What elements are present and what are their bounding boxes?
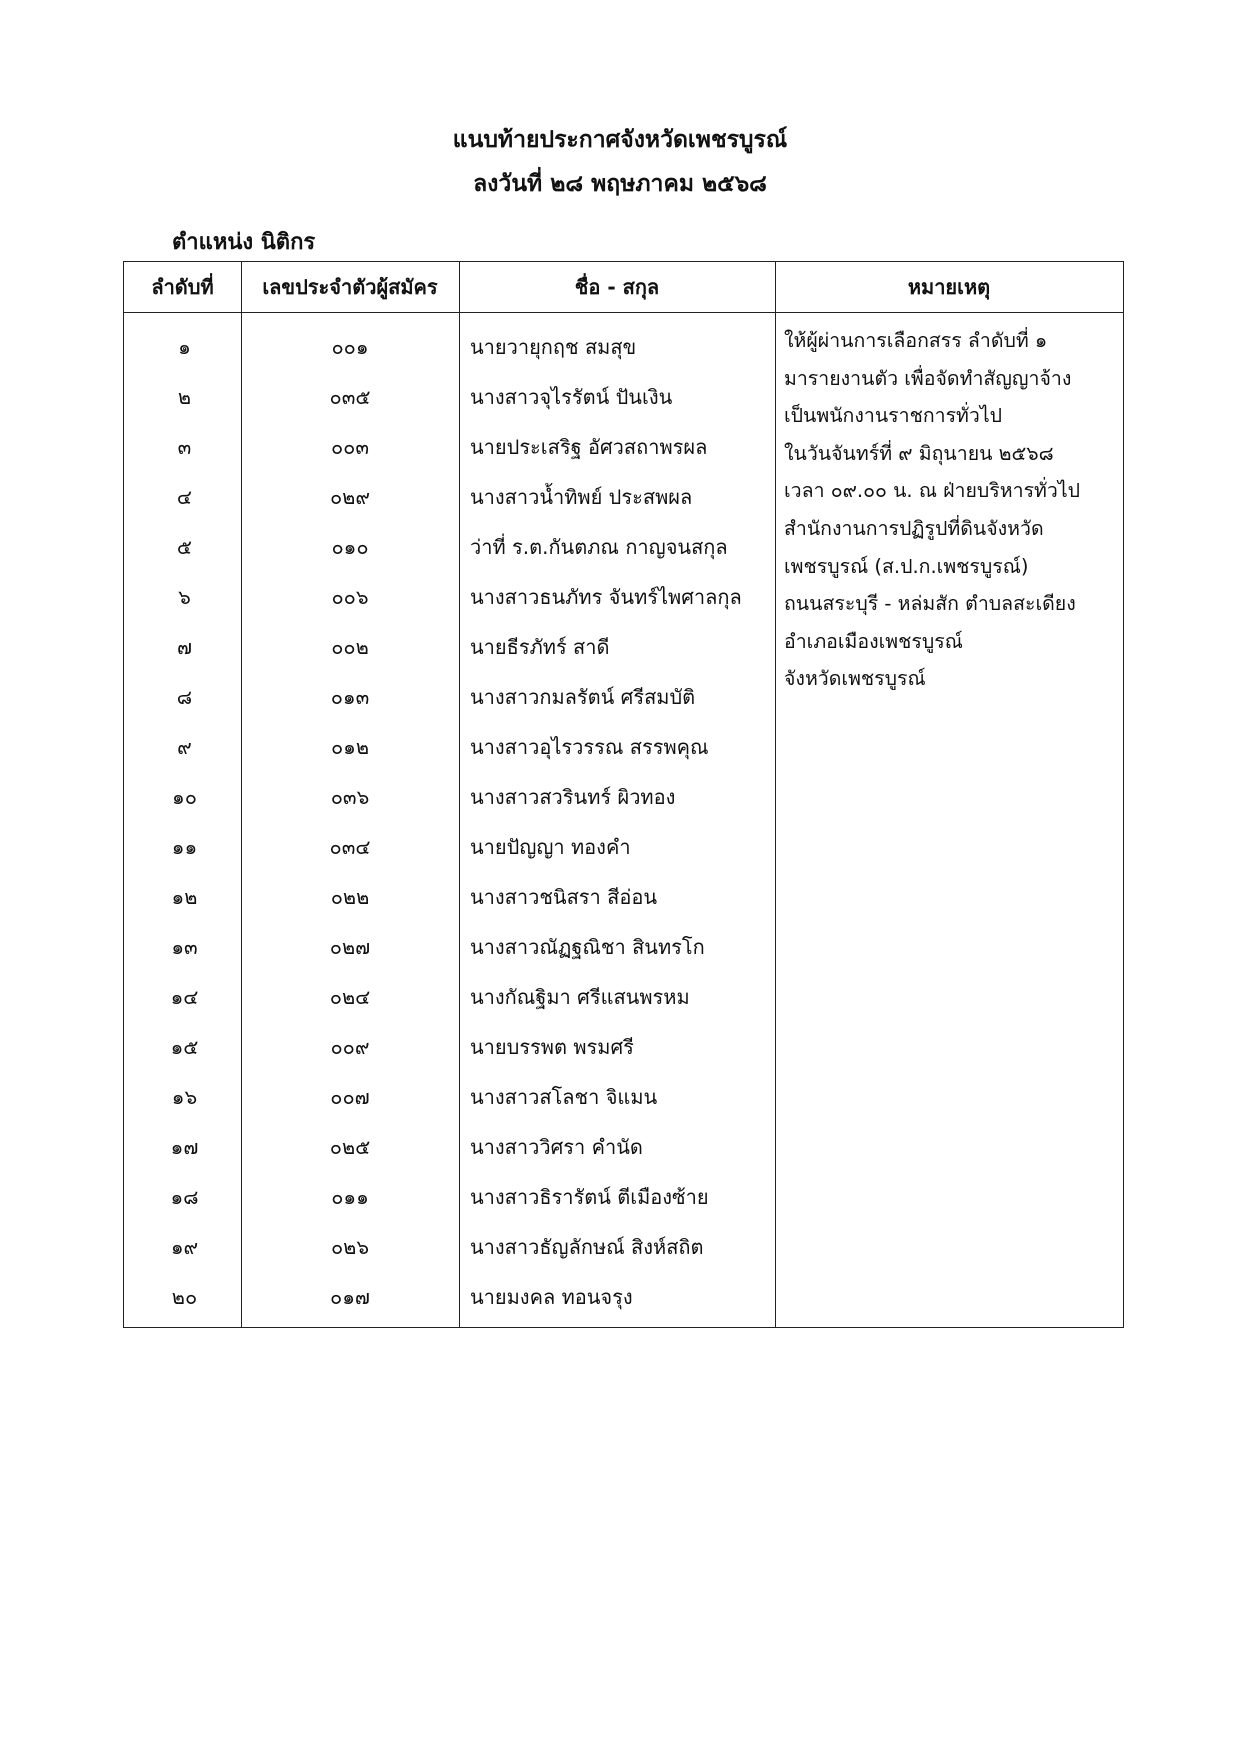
remark-line: สำนักงานการปฏิรูปที่ดินจังหวัด	[784, 516, 1044, 540]
row-name: นางสาวธนภัทร จันทร์ไพศาลกุล	[470, 585, 742, 609]
row-applicant-id: ๐๐๓	[330, 435, 370, 459]
table-row	[124, 1172, 1123, 1222]
header-remark: หมายเหตุ	[907, 275, 991, 299]
table-row	[124, 1222, 1123, 1272]
row-name: นางสาวธิรารัตน์ ตีเมืองซ้าย	[470, 1185, 709, 1209]
table-row	[124, 1122, 1123, 1172]
page-title: แนบท้ายประกาศจังหวัดเพชรบูรณ์	[452, 127, 788, 153]
row-name: นางกัณฐิมา ศรีแสนพรหม	[470, 985, 690, 1009]
row-order: ๑๘	[170, 1185, 199, 1209]
table-row	[124, 822, 1123, 872]
row-order: ๓	[177, 435, 192, 459]
header-name: ชื่อ - สกุล	[574, 275, 660, 299]
row-order: ๕	[176, 535, 193, 559]
row-order: ๑๑	[171, 835, 198, 859]
row-applicant-id: ๐๑๐	[331, 535, 369, 559]
header-applicant-id: เลขประจำตัวผู้สมัคร	[262, 275, 438, 299]
row-name: นางสาวชนิสรา สีอ่อน	[470, 885, 658, 909]
row-name: นางสาวจุไรรัตน์ ปันเงิน	[470, 385, 673, 409]
table-row	[124, 972, 1123, 1022]
row-name: นางสาวสวรินทร์ ผิวทอง	[470, 785, 676, 809]
row-order: ๑๔	[170, 985, 199, 1009]
row-applicant-id: ๐๐๖	[331, 585, 369, 609]
remark-line: ถนนสระบุรี - หล่มสัก ตำบลสะเดียง	[784, 592, 1076, 616]
row-name: นายประเสริฐ อัศวสถาพรผล	[470, 435, 708, 459]
row-applicant-id: ๐๐๒	[331, 635, 369, 659]
remark-line: มารายงานตัว เพื่อจัดทำสัญญาจ้าง	[784, 366, 1072, 390]
row-order: ๒๐	[171, 1285, 198, 1309]
row-order: ๑๕	[170, 1035, 199, 1059]
row-applicant-id: ๐๒๗	[329, 935, 371, 959]
remark-line: จังหวัดเพชรบูรณ์	[784, 667, 926, 691]
row-applicant-id: ๐๒๙	[329, 485, 371, 509]
row-name: นางสาวกมลรัตน์ ศรีสมบัติ	[470, 685, 696, 709]
table-row	[124, 922, 1123, 972]
row-order: ๙	[177, 735, 192, 759]
row-order: ๑๙	[170, 1235, 199, 1259]
remark-line: อำเภอเมืองเพชรบูรณ์	[784, 629, 963, 653]
row-applicant-id: ๐๑๒	[330, 735, 370, 759]
remark-line: เวลา ๐๙.๐๐ น. ณ ฝ่ายบริหารทั่วไป	[784, 479, 1081, 503]
row-name: นายมงคล ทอนจรุง	[470, 1285, 633, 1309]
row-applicant-id: ๐๐๙	[330, 1035, 370, 1059]
row-applicant-id: ๐๓๔	[329, 835, 371, 859]
remark-line: ให้ผู้ผ่านการเลือกสรร ลำดับที่ ๑	[784, 329, 1048, 352]
row-name: นายวายุกฤช สมสุข	[470, 335, 637, 359]
table-row	[124, 722, 1123, 772]
header-order: ลำดับที่	[151, 275, 214, 299]
row-order: ๑๐	[172, 785, 197, 809]
row-order: ๖	[178, 585, 191, 609]
row-applicant-id: ๐๒๒	[330, 885, 370, 909]
table-row	[124, 872, 1123, 922]
row-applicant-id: ๐๐๑	[331, 335, 369, 359]
row-name: นางสาวอุไรวรรณ สรรพคุณ	[470, 735, 709, 759]
row-order: ๔	[176, 485, 193, 509]
remark-line: ในวันจันทร์ที่ ๙ มิถุนายน ๒๕๖๘	[784, 441, 1054, 465]
row-order: ๑๒	[171, 885, 198, 909]
row-order: ๑๗	[170, 1135, 199, 1159]
row-order: ๑๖	[171, 1085, 198, 1109]
row-order: ๗	[176, 635, 193, 659]
remark-cell	[784, 322, 1114, 698]
row-applicant-id: ๐๑๗	[330, 1285, 370, 1309]
row-applicant-id: ๐๒๕	[329, 1135, 371, 1159]
row-name: นายปัญญา ทองคำ	[470, 835, 631, 859]
position-label: ตำแหน่ง นิติกร	[172, 230, 316, 255]
row-order: ๑๓	[171, 935, 198, 959]
row-name: นางสาววิศรา คำนัด	[470, 1135, 643, 1159]
table-row	[124, 1072, 1123, 1122]
table-row	[124, 772, 1123, 822]
header-divider	[124, 312, 1123, 313]
table-row	[124, 1022, 1123, 1072]
results-table	[123, 261, 1124, 1328]
row-order: ๘	[176, 685, 193, 709]
row-name: นายธีรภัทร์ สาดี	[470, 635, 610, 659]
row-name: นายบรรพต พรมศรี	[470, 1035, 634, 1059]
row-name: นางสาวธัญลักษณ์ สิงห์สถิต	[470, 1235, 704, 1259]
row-applicant-id: ๐๐๗	[330, 1085, 370, 1109]
remark-line: เพชรบูรณ์ (ส.ป.ก.เพชรบูรณ์)	[784, 554, 1029, 578]
row-applicant-id: ๐๑๑	[331, 1185, 369, 1209]
row-name: นางสาวน้ำทิพย์ ประสพผล	[470, 485, 693, 509]
row-name: นางสาวสโลชา จิแมน	[470, 1085, 658, 1109]
remark-line: เป็นพนักงานราชการทั่วไป	[784, 404, 1003, 428]
row-applicant-id: ๐๑๓	[330, 685, 370, 709]
row-order: ๑	[178, 335, 191, 359]
row-applicant-id: ๐๓๕	[329, 385, 371, 409]
announcement-date: ลงวันที่ ๒๘ พฤษภาคม ๒๕๖๘	[473, 171, 767, 197]
table-row	[124, 1272, 1123, 1322]
row-order: ๒	[177, 385, 192, 409]
row-applicant-id: ๐๒๖	[330, 1235, 370, 1259]
row-name: ว่าที่ ร.ต.กันตภณ กาญจนสกุล	[470, 535, 728, 559]
row-name: นางสาวณัฏฐณิชา สินทรโก	[470, 935, 705, 959]
row-applicant-id: ๐๒๔	[329, 985, 371, 1009]
row-applicant-id: ๐๓๖	[330, 785, 370, 809]
